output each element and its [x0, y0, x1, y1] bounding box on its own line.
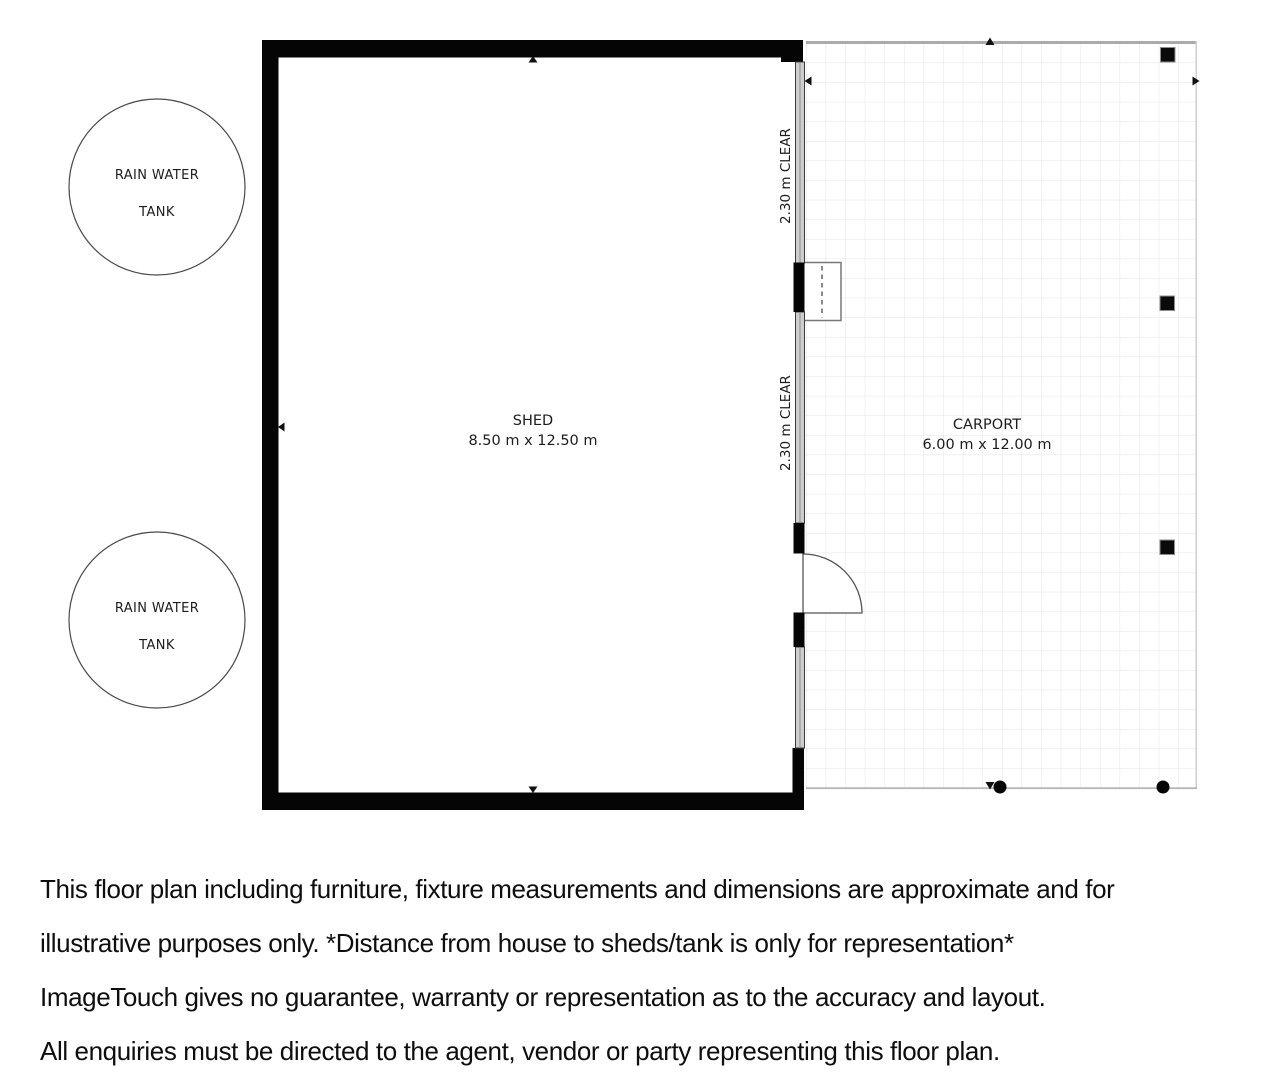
carport-post	[1160, 296, 1175, 311]
carport-label	[887, 416, 1087, 455]
clearance-label: 2.30 m CLEAR	[778, 128, 794, 224]
tank-label	[67, 590, 247, 664]
carport-post	[1161, 48, 1176, 63]
disclaimer-line: This floor plan including furniture, fixture measurements and dimensions are approximate and for	[40, 874, 1115, 904]
shed-wall-corner-bottom-right	[793, 748, 805, 810]
tank-label-line2: TANK	[139, 205, 175, 220]
carport-round-post	[1157, 781, 1170, 794]
shed-wall-bottom	[262, 793, 803, 811]
tank-label-line2: TANK	[139, 638, 175, 653]
carport-post	[1160, 540, 1175, 555]
window-strip	[796, 647, 805, 748]
disclaimer-text	[40, 862, 1260, 1078]
wall-jamb	[794, 613, 805, 648]
shed-wall-top	[262, 40, 803, 58]
clearance-label: 2.30 m CLEAR	[778, 375, 794, 471]
window-strip	[796, 312, 805, 523]
disclaimer-line: ImageTouch gives no guarantee, warranty or representation as to the accuracy and layout.	[40, 982, 1046, 1012]
disclaimer-line: illustrative purposes only. *Distance from house to sheds/tank is only for representation*	[40, 928, 1014, 958]
carport-dimensions: 6.00 m x 12.00 m	[922, 436, 1052, 453]
shed-name: SHED	[512, 413, 554, 429]
dimension-tick-bottom-icon	[529, 787, 538, 794]
tank-label-line1: RAIN WATER	[114, 168, 200, 183]
shed-label	[433, 412, 633, 451]
window-strip	[796, 62, 805, 263]
carport-right-border	[1196, 41, 1198, 789]
tank-label	[67, 157, 247, 231]
tank-label-line1: RAIN WATER	[114, 601, 200, 616]
carport-round-post	[994, 781, 1007, 794]
carport-top-border	[806, 41, 1197, 44]
wall-jamb	[794, 263, 805, 313]
shed-dimensions: 8.50 m x 12.50 m	[468, 432, 598, 449]
disclaimer-line: All enquiries must be directed to the agent, vendor or party representing this floor plan.	[40, 1036, 1000, 1066]
dimension-tick-left-icon	[278, 423, 285, 432]
wall-jamb	[794, 523, 805, 554]
carport-name: CARPORT	[952, 417, 1022, 433]
shed-wall-left	[262, 40, 279, 810]
shed-wall-corner-top-right	[781, 40, 803, 62]
